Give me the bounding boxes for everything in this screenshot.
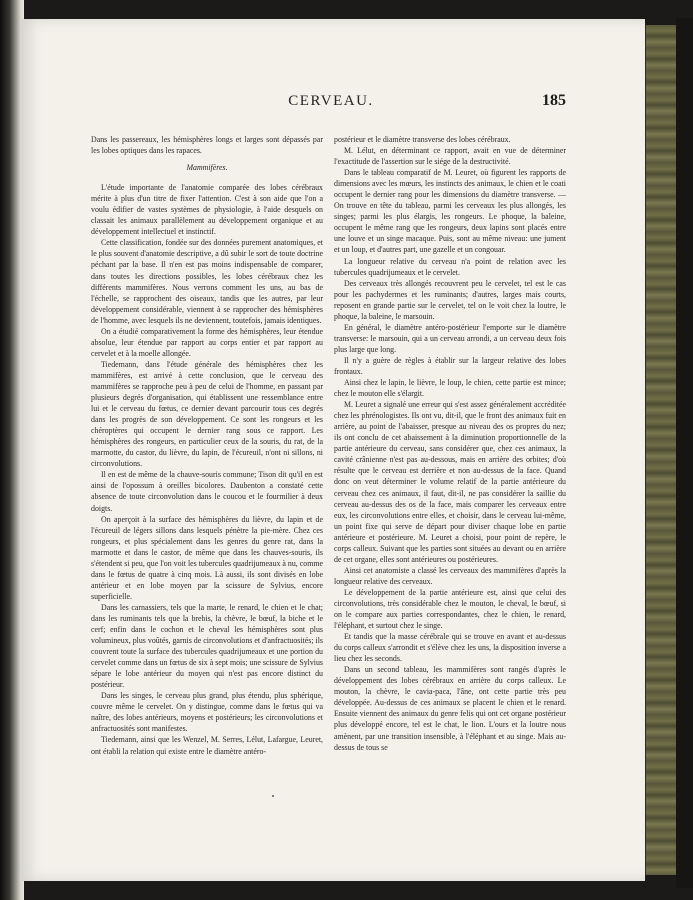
page-number: 185	[542, 92, 566, 109]
paragraph: Il n'y a guère de règles à établir sur la largeur relative des lobes frontaux.	[334, 355, 566, 376]
paragraph: postérieur et le diamètre transverse des lobes cérébraux.	[334, 135, 511, 144]
paragraph: M. Leuret a signalé une erreur qui s'est assez généralement accréditée chez les phrénologistes. Ils ont vu, dit-il, que le front des animaux fuit en arrière, au point de l'abaisser, presque au niveau des os propres du nez; ils ont conclu de cet abaissement à la diminution proportionnelle de la partie antérieure du cerveau, sans considérer que, chez ces animaux, la cavité crânienne n'est pas au-dessous, mais en arrière des orbites; d'où résulte que le cerveau est derrière et non au-dessus de la face. Quand donc on veut déterminer le volume relatif de la partie antérieure du cerveau chez ces animaux, il faut, dit-il, ne pas considérer la saillie du cerveau au-dessus des os de la face, mais comparer les cerveaux entre eux, les circonvolutions entre elles, et choisir, dans le cerveau lui-même, un point fixe qui serve de départ pour diviser chaque lobe en partie antérieure et postérieure. M. Leuret a choisi, pour point de repère, le corps calleux. Suivant que les parties sont situées au devant ou en arrière de cet organe, elles sont antérieures ou postérieures.	[334, 400, 566, 564]
paragraph: M. Lélut, en déterminant ce rapport, avait en vue de déterminer l'exactitude de l'assertion sur le siége de la destructivité.	[334, 146, 566, 167]
paragraph: Et tandis que la masse cérébrale qui se trouve en avant et au-dessus du corps calleux s'arrondit et s'élève chez les uns, la disposition inverse a lieu chez les seconds.	[334, 632, 566, 664]
page-stack-edge	[644, 25, 678, 875]
paragraph: Tiedemann, ainsi que les Wenzel, M. Serres, Lélut, Lafargue, Leuret, ont établi la relation qui existe entre le diamètre antéro-	[91, 735, 323, 756]
right-column	[334, 134, 566, 753]
paragraph: Il en est de même de la chauve-souris commune; Tison dit qu'il en est ainsi de l'opossum à oreilles bicolores. Daubenton a constaté cette absence de toute circonvolution dans le coucou et le fourmilier à deux doigts.	[91, 470, 323, 513]
paragraph: La longueur relative du cerveau n'a point de relation avec les tubercules quadrijumeaux et le cervelet.	[334, 256, 566, 277]
paragraph: Ainsi cet anatomiste a classé les cerveaux des mammifères d'après la longueur relative des cerveaux.	[334, 565, 566, 586]
paragraph: Dans un second tableau, les mammifères sont rangés d'après le développement des lobes cérébraux en arrière du corps calleux. Le mouton, la chèvre, le cavia-paca, l'âne, ont cette partie très peu développée. Au-dessus de ces animaux se placent le chien et le renard. Ensuite viennent des animaux du genre felis qui ont cet organe postérieur plus développé encore, tel est le chat, le lion. L'ours et la loutre nous amènent, par une transition insensible, à l'éléphant et au singe. Mais au-dessus de tous se	[334, 665, 566, 752]
paragraph: Cette classification, fondée sur des données purement anatomiques, et le plus souvent d'anatomie descriptive, a dû subir le sort de toute doctrine péchant par la base. Il n'en est pas moins indispensable de comparer, dans toutes les directions possibles, les lobes cérébraux chez les différents mammifères. Nous verrons comment les uns, au bas de l'échelle, se rapprochent des oiseaux, tandis que les autres, par leur développement considérable, viennent à se rapprocher des hémisphères de l'homme, avec lesquels ils ne deviennent, toutefois, jamais identiques.	[91, 238, 323, 325]
page-header	[96, 93, 566, 117]
paragraph: L'étude importante de l'anatomie comparée des lobes cérébraux mérite à plus d'un titre de fixer l'attention. C'est à son aide que l'on a voulu édifier de vastes systèmes de physiologie, à l'aide desquels on classait les animaux parallèlement au développement organique et au développement intellectuel et instinctif.	[91, 183, 323, 237]
paragraph: Dans les passereaux, les hémisphères longs et larges sont dépassés par les lobes optiques dans les rapaces.	[91, 135, 323, 156]
paragraph: Tiedemann, dans l'étude générale des hémisphères chez les mammifères, est arrivé à cette conclusion, que le cerveau des mammifères se rapproche peu à peu de celui de l'homme, en passant par plusieurs degrés d'organisation, qui établissent une ressemblance entre lui et le cerveau du fœtus, ce dernier devant parcourir tous ces degrés dans les progrès de son développement. Ce sont les rongeurs et les chéroptères qui occupent le dernier rang sous ce rapport. Les hémisphères des rongeurs, en particulier ceux de la souris, du rat, de la marmotte, du castor, du lièvre, du lapin, de l'écureuil, n'ont ni sillons, ni circonvolutions.	[91, 359, 323, 469]
paragraph: Dans le tableau comparatif de M. Leuret, où figurent les rapports de dimensions avec les mœurs, les instincts des animaux, le chien et le coati occupent le dernier rang pour les dimensions du diamètre transverse. — On trouve en tête du tableau, parmi les cerveaux les plus allongés, les singes; parmi les plus élargis, les rongeurs. Le phoque, la baleine, occupent le même rang que les rongeurs, deux lapins sont placés entre une louve et un singe macaque. Puis, sont au même niveau: une jument et un loup, et d'autres part, une gazelle et un congouar.	[334, 168, 566, 255]
paragraph: Le développement de la partie antérieure est, ainsi que celui des circonvolutions, très considérable chez le mouton, le cheval, le bœuf, si on le compare aux parties correspondantes, chez le chien, le renard, l'éléphant, et surtout chez le singe.	[334, 587, 566, 631]
paragraph: On aperçoit à la surface des hémisphères du lièvre, du lapin et de l'écureuil de légers sillons dans lesquels pénètre la pie-mère. Chez ces rongeurs, et plus spécialement dans les genres du genre rat, dans la marmotte et dans le castor, de même que dans les chauves-souris, ils s'étendent si peu, que l'on voit les tubercules quadrijumeaux à nu, comme dans le fœtus de quatre à cinq mois. Là aussi, ils sont divisés en lobe antérieur et en lobe moyen par la scissure de Sylvius, encore superficielle.	[91, 514, 323, 601]
paragraph: On a étudié comparativement la forme des hémisphères, leur étendue absolue, leur étendue par rapport au corps entier et par rapport au cervelet et à la moelle allongée.	[91, 326, 323, 358]
paragraph: Des cerveaux très allongés recouvrent peu le cervelet, tel est le cas pour les pachydermes et les ruminants; d'autres, larges mais courts, reposent en grande partie sur le cervelet, tel on le voit chez la loutre, le phoque, la baleine, le marsouin.	[334, 278, 566, 321]
section-subheading: Mammifères.	[186, 163, 228, 173]
paragraph: Ainsi chez le lapin, le lièvre, le loup, le chien, cette partie est mince; chez le mouton elle s'élargit.	[334, 378, 566, 399]
left-column	[91, 134, 323, 757]
paragraph: Dans les singes, le cerveau plus grand, plus étendu, plus sphérique, couvre même le cervelet. On y distingue, comme dans le fœtus qui va naître, des lobes antérieurs, moyens et postérieurs; les circonvolutions et anfractuosités sont manifestes.	[91, 691, 323, 734]
page-speck	[272, 795, 274, 797]
background-edge	[676, 18, 693, 888]
paragraph: En général, le diamètre antéro-postérieur l'emporte sur le diamètre transverse: le marsouin, qui a un cerveau arrondi, a un cerveau deux fois plus large que long.	[334, 322, 566, 354]
paragraph: Dans les carnassiers, tels que la marte, le renard, le chien et le chat; dans les ruminants tels que la brebis, la chèvre, le bœuf, la biche et le cerf; enfin dans le cochon et le cheval les hémisphères sont plus volumineux, plus voûtés, garnis de circonvolutions et d'anfractuosités; ils couvrent toute la surface des tubercules quadrijumeaux et une portion du cervelet comme dans un fœtus de six à sept mois; une scissure de Sylvius sépare le lobe antérieur du moyen qui n'est pas encore distinct du postérieur.	[91, 602, 323, 690]
running-title: CERVEAU.	[288, 93, 374, 109]
